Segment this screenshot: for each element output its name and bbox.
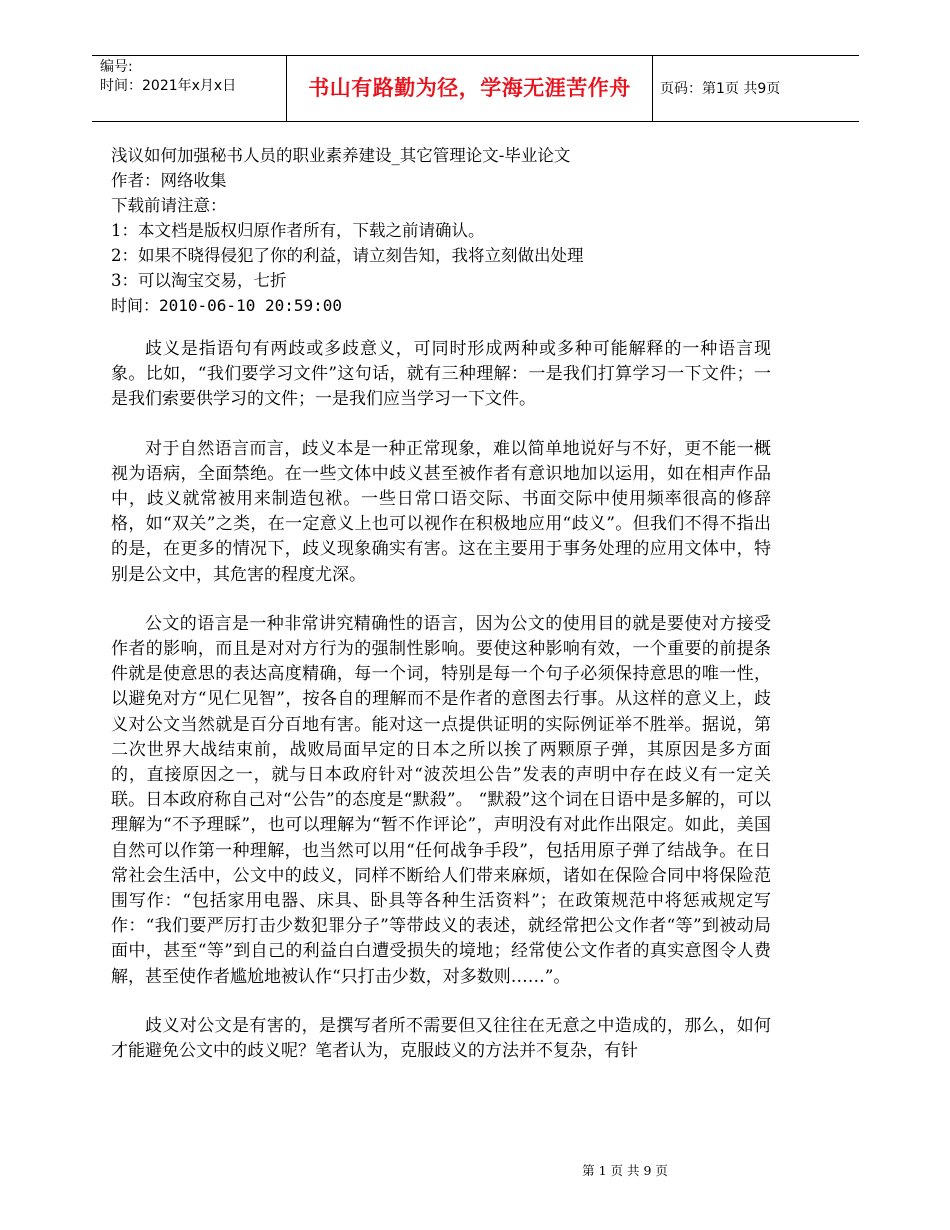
header-page-label: 页码：第1页 共9页 [660, 81, 781, 97]
header-left-cell [100, 58, 236, 96]
page-footer [0, 1161, 950, 1179]
paragraph-3: 公文的语言是一种非常讲究精确性的语言，因为公文的使用目的就是要使对方接受作者的影响，而且是对对方行为的强制性影响。要使这种影响有效，一个重要的前提条件就是使意思的表达高度精确，每一个词，特别是每一个句子必须保持意思的唯一性，以避免对方“见仁见智”，按各自的理解而不是作者的意图去行事。从这样的意义上，歧义对公文当然就是百分百地有害。能对这一点提供证明的实际例证举不胜举。据说，第二次世界大战结束前，战败局面早定的日本之所以挨了两颗原子弹，其原因是多方面的，直接原因之一，就与日本政府针对“波茨坦公告”发表的声明中存在歧义有一定关联。日本政府称自己对“公告”的态度是“默殺”。 “默殺”这个词在日语中是多解的，可以理解为“不予理睬”，也可以理解为“暂不作评论”，声明没有对此作出限定。如此，美国自然可以作第一种理解，也当然可以用“任何战争手段”，包括用原子弹了结战争。在日常社会生活中，公文中的歧义，同样不断给人们带来麻烦，诸如在保险合同中将保险范围写作：“包括家用电器、床具、卧具等各种生活资料”；在政策规范中将惩戒规定写作：“我们要严厉打击少数犯罪分子”等带歧义的表述，就经常把公文作者“等”到被动局面中，甚至“等”到自己的利益白白遭受损失的境地；经常使公文作者的真实意图令人费解，甚至使作者尴尬地被认作“只打击少数，对多数则……”。 [111, 613, 771, 987]
header-motto: 书山有路勤为径，学海无涯苦作舟 [308, 76, 631, 100]
header-time-label: 时间：2021年x月x日 [100, 78, 237, 94]
document-body [111, 337, 771, 1088]
header-number-label: 编号: [100, 59, 133, 75]
document-time: 时间：2010-06-10 20:59:00 [111, 296, 343, 315]
document-title: 浅议如何加强秘书人员的职业素养建设_其它管理论文-毕业论文 [111, 146, 571, 165]
header-top-rule [92, 55, 859, 56]
paragraph-2: 对于自然语言而言，歧义本是一种正常现象，难以简单地说好与不好，更不能一概视为语病，全面禁绝。在一些文体中歧义甚至被作者有意识地加以运用，如在相声作品中，歧义就常被用来制造包袱。一些日常口语交际、书面交际中使用频率很高的修辞格，如“双关”之类，在一定意义上也可以视作在积极地应用“歧义”。但我们不得不指出的是，在更多的情况下，歧义现象确实有害。这在主要用于事务处理的应用文体中，特别是公文中，其危害的程度尤深。 [111, 438, 771, 585]
notice-item-3: 3：可以淘宝交易，七折 [111, 271, 287, 290]
header-divider-right [652, 55, 653, 122]
paragraph-1: 歧义是指语句有两歧或多歧意义，可同时形成两种或多种可能解释的一种语言现象。比如，“我们要学习文件”这句话，就有三种理解：一是我们打算学习一下文件；一是我们索要供学习的文件；一是我们应当学习一下文件。 [111, 339, 771, 410]
document-author: 作者：网络收集 [111, 171, 227, 190]
paragraph-4: 歧义对公文是有害的，是撰写者所不需要但又往往在无意之中造成的，那么，如何才能避免公文中的歧义呢？笔者认为，克服歧义的方法并不复杂，有针 [111, 1015, 771, 1062]
notice-item-1: 1：本文档是版权归原作者所有，下载之前请确认。 [111, 221, 485, 240]
notice-heading: 下载前请注意： [111, 196, 227, 215]
notice-item-2: 2：如果不晓得侵犯了你的利益，请立刻告知，我将立刻做出处理 [111, 246, 584, 265]
header-bottom-rule [92, 121, 859, 122]
document-meta [111, 143, 851, 318]
footer-page-number: 第 1 页 共 9 页 [582, 1163, 668, 1178]
